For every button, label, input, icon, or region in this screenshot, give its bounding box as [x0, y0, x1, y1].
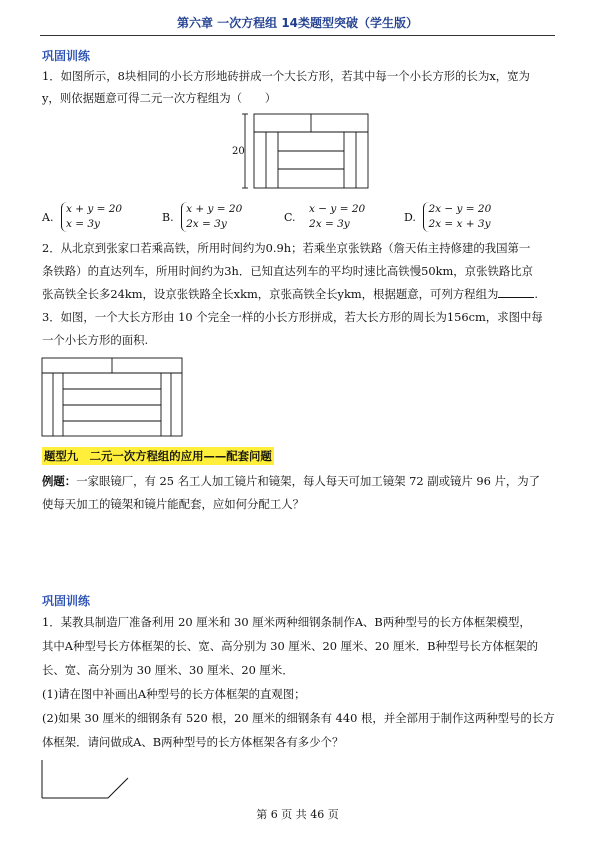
practice-1-sub-question-2-line-2: 体框架．请问做成A、B两种型号的长方体框架各有多少个？ — [42, 735, 344, 749]
option-a-eq2: x = 3y — [65, 218, 100, 230]
option-d-eq2: 2x = x + 3y — [428, 218, 491, 230]
question-2-line-3-text: 张高铁全长多24km，设京张铁路全长xkm，京张高铁全长ykm，根据题意，可列方程组为 — [42, 287, 499, 301]
option-d[interactable] — [404, 202, 491, 232]
option-c[interactable] — [284, 202, 365, 232]
type-nine-heading: 题型九 二元一次方程组的应用——配套问题 — [44, 449, 272, 463]
practice-1-line-2: 其中A种型号长方体框架的长、宽、高分别为 30 厘米、20 厘米、20 厘米．B种型号长方体框架的 — [42, 639, 539, 653]
question-3-line-2: 一个小长方形的面积. — [42, 333, 149, 347]
question-1-line-2: y，则依据题意可得二元一次方程组为（ ） — [42, 91, 277, 105]
option-b-system — [181, 202, 242, 232]
question-3-line-1: 3．如图，一个大长方形由 10 个完全一样的小长方形拼成，若大长方形的周长为156cm，求图中每 — [42, 310, 543, 324]
option-a[interactable] — [42, 202, 122, 232]
question-2-line-3-end: . — [534, 287, 538, 301]
example-prefix: 例题： — [42, 474, 77, 488]
option-c-eq1: x − y = 20 — [309, 203, 366, 215]
option-d-label: D. — [404, 210, 416, 224]
option-a-system — [61, 202, 122, 232]
header-divider — [40, 35, 555, 36]
practice-1-sub-question-2-line-1: (2)如果 30 厘米的细钢条有 520 根，20 厘米的细钢条有 440 根，并全部用于制作这两种型号的长方 — [42, 711, 555, 725]
option-b-eq1: x + y = 20 — [186, 203, 243, 215]
option-b-eq2: 2x = 3y — [186, 218, 227, 230]
section-heading-practice-1: 巩固训练 — [42, 49, 91, 63]
question-2-line-3 — [42, 284, 558, 305]
practice-1-sub-question-1: (1)请在图中补画出A种型号的长方体框架的直观图； — [42, 687, 306, 701]
option-c-eq2: 2x = 3y — [309, 218, 350, 230]
option-b-label: B. — [162, 210, 174, 224]
figure-1-dimension-label: 20 — [232, 146, 245, 157]
option-a-label: A. — [42, 210, 54, 224]
option-d-eq1: 2x − y = 20 — [428, 203, 492, 215]
question-2-line-1: 2．从北京到张家口若乘高铁，所用时间约为0.9h；若乘坐京张铁路（詹天佑主持修建的我国第一 — [42, 241, 531, 255]
box-frame-sketch — [40, 758, 140, 802]
example-line-1 — [42, 471, 558, 492]
practice-1-line-1: 1．某教具制造厂准备利用 20 厘米和 30 厘米两种细钢条制作A、B两种型号的长方体框架模型， — [42, 615, 531, 629]
page-header-title: 第六章 一次方程组 14类题型突破（学生版） — [176, 16, 419, 30]
page-footer: 第 6 页 共 46 页 — [256, 808, 339, 821]
practice-1-line-3: 长、宽、高分别为 30 厘米、30 厘米、20 厘米． — [42, 663, 294, 677]
figure-3-rectangle-diagram — [40, 356, 186, 440]
example-line-1-text: 一家眼镜厂，有 25 名工人加工镜片和镜架，每人每天可加工镜架 72 副或镜片 96 片，为了 — [76, 474, 541, 488]
option-d-system — [423, 202, 491, 232]
option-c-system — [303, 202, 365, 232]
option-a-eq1: x + y = 20 — [65, 203, 123, 215]
question-2-line-2: 条铁路）的直达列车，所用时间约为3h．已知直达列车的平均时速比高铁慢50km，京张铁路比京 — [42, 264, 534, 278]
option-c-label: C. — [284, 210, 296, 224]
section-heading-practice-2: 巩固训练 — [42, 594, 91, 608]
option-b[interactable] — [162, 202, 242, 232]
example-line-2: 使每天加工的镜架和镜片能配套，应如何分配工人？ — [42, 497, 304, 511]
figure-1-tile-diagram — [240, 112, 380, 192]
question-1-line-1: 1．如图所示，8块相同的小长方形地砖拼成一个大长方形，若其中每一个小长方形的长为x，宽为 — [42, 69, 530, 83]
answer-blank[interactable] — [498, 285, 534, 298]
